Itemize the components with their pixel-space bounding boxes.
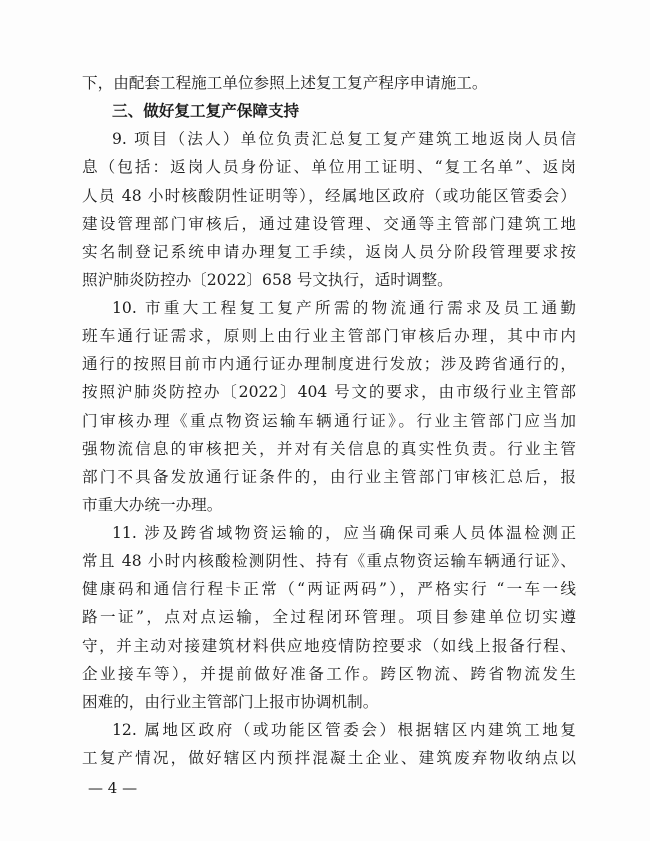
paragraph-9-line: 实名制登记系统申请办理复工手续，返岗人员分阶段管理要求按 [82,243,576,261]
paragraph-11-line: 11. 涉及跨省域物资运输的，应当确保司乘人员体温检测正 [112,524,576,542]
paragraph-10-line: 门审核办理《重点物资运输车辆通行证》。行业主管部门应当加 [82,412,576,430]
paragraph-10-line: 强物流信息的审核把关，并对有关信息的真实性负责。行业主管 [82,440,576,458]
paragraph-12-line: 工复产情况，做好辖区内预拌混凝土企业、建筑废弃物收纳点以 [82,749,576,767]
paragraph-10-line: 班车通行证需求，原则上由行业主管部门审核后办理，其中市内 [82,327,576,345]
paragraph-10-line: 10. 市重大工程复工复产所需的物流通行需求及员工通勤 [112,299,576,317]
paragraph-10-line: 市重大办统一办理。 [82,496,223,514]
paragraph-10-line: 部门不具备发放通行证条件的，由行业主管部门审核汇总后，报 [82,468,576,486]
paragraph-9-line: 人员 48 小时核酸阴性证明等），经属地区政府（或功能区管委会） [82,187,576,205]
paragraph-9-line: 9. 项目（法人）单位负责汇总复工复产建筑工地返岗人员信 [112,130,576,148]
page-number: — 4 — [88,779,138,797]
paragraph-11-line: 常且 48 小时内核酸检测阴性、持有《重点物资运输车辆通行证》、 [82,552,576,570]
paragraph-9-line: 息（包括：返岗人员身份证、单位用工证明、“复工名单”、返岗 [82,158,576,176]
section-heading: 三、做好复工复产保障支持 [112,102,300,120]
paragraph-11-line: 企业接车等），并提前做好准备工作。跨区物流、跨省物流发生 [82,665,576,683]
paragraph-10-line: 通行的按照目前市内通行证办理制度进行发放；涉及跨省通行的， [82,355,576,373]
paragraph-11-line: 路一证”，点对点运输，全过程闭环管理。项目参建单位切实遵 [82,608,576,626]
paragraph-11-line: 守，并主动对接建筑材料供应地疫情防控要求（如线上报备行程、 [82,637,576,655]
paragraph-11-line: 困难的，由行业主管部门上报市协调机制。 [82,693,379,711]
text-line: 下，由配套工程施工单位参照上述复工复产程序申请施工。 [82,74,488,92]
paragraph-9-line: 建设管理部门审核后，通过建设管理、交通等主管部门建筑工地 [82,215,576,233]
paragraph-11-line: 健康码和通信行程卡正常（“两证两码”），严格实行 “一车一线 [82,580,576,598]
paragraph-12-line: 12. 属地区政府（或功能区管委会）根据辖区内建筑工地复 [112,721,576,739]
paragraph-9-line: 照沪肺炎防控办〔2022〕658 号文执行，适时调整。 [82,271,453,289]
paragraph-10-line: 按照沪肺炎防控办〔2022〕404 号文的要求，由市级行业主管部 [82,383,576,401]
